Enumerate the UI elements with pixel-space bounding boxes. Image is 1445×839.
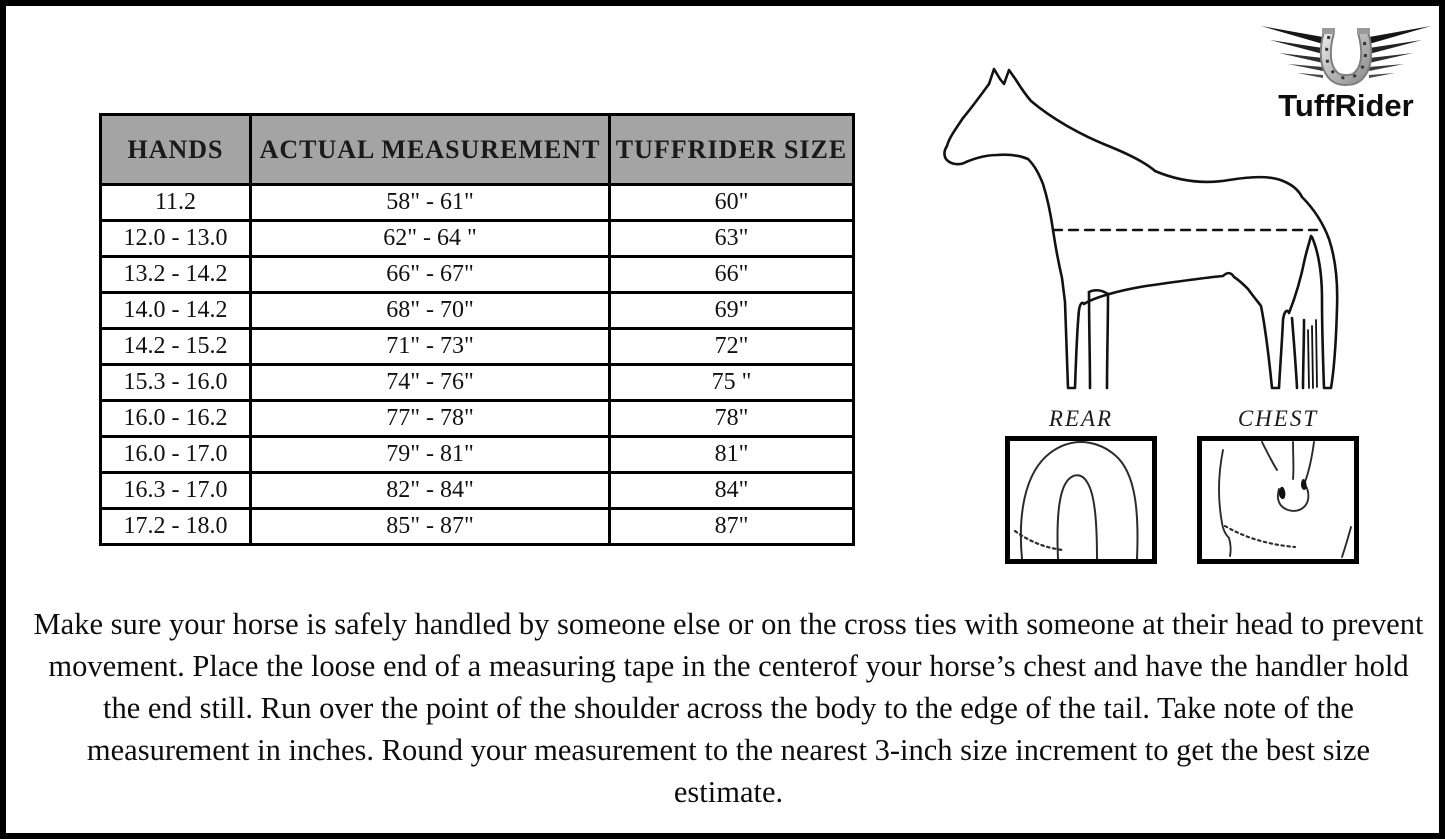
size-cell: 78" [610, 401, 854, 437]
hands-cell: 11.2 [101, 185, 251, 221]
table-row [101, 509, 854, 545]
table-row [101, 293, 854, 329]
horse-outline-illustration [931, 58, 1381, 408]
chest-diagram-box [1197, 436, 1359, 564]
size-cell: 63" [610, 221, 854, 257]
hands-cell: 14.0 - 14.2 [101, 293, 251, 329]
size-cell: 84" [610, 473, 854, 509]
table-row [101, 365, 854, 401]
measurement-cell: 71" - 73" [251, 329, 610, 365]
hands-cell: 14.2 - 15.2 [101, 329, 251, 365]
horse-rear-view-drawing [1010, 441, 1152, 559]
table-row [101, 185, 854, 221]
measurement-cell: 68" - 70" [251, 293, 610, 329]
measuring-instructions-text: Make sure your horse is safely handled by someone else or on the cross ties with someone at their head to prevent movement. Place the loose end of a measuring tape in the centerof your horse’s chest and have the handler hold the end still. Run over the point of the shoulder across the body to the edge of the tail. Take note of the measurement in inches. Round your measurement to the nearest 3-inch size increment to get the best size estimate. [33, 607, 1424, 809]
hands-cell: 12.0 - 13.0 [101, 221, 251, 257]
measurement-cell: 77" - 78" [251, 401, 610, 437]
measurement-cell: 74" - 76" [251, 365, 610, 401]
table-row [101, 437, 854, 473]
hands-cell: 16.0 - 16.2 [101, 401, 251, 437]
table-row [101, 329, 854, 365]
size-cell: 75 " [610, 365, 854, 401]
table-row [101, 473, 854, 509]
table-header-row [101, 115, 854, 185]
rear-diagram-box [1005, 436, 1157, 564]
hands-cell: 17.2 - 18.0 [101, 509, 251, 545]
size-cell: 69" [610, 293, 854, 329]
hands-cell: 16.3 - 17.0 [101, 473, 251, 509]
size-cell: 66" [610, 257, 854, 293]
size-chart-table [99, 113, 855, 546]
column-header-hands: HANDS [101, 115, 251, 185]
measurement-cell: 62" - 64 " [251, 221, 610, 257]
hands-cell: 13.2 - 14.2 [101, 257, 251, 293]
horse-chest-view-drawing [1202, 441, 1354, 559]
table-row [101, 257, 854, 293]
size-cell: 72" [610, 329, 854, 365]
chest-diagram-label: CHEST [1237, 406, 1319, 431]
size-cell: 87" [610, 509, 854, 545]
measurement-cell: 58" - 61" [251, 185, 610, 221]
table-row [101, 401, 854, 437]
size-cell: 81" [610, 437, 854, 473]
measurement-cell: 66" - 67" [251, 257, 610, 293]
table-row [101, 221, 854, 257]
measurement-cell: 79" - 81" [251, 437, 610, 473]
hands-cell: 16.0 - 17.0 [101, 437, 251, 473]
measurement-cell: 85" - 87" [251, 509, 610, 545]
size-cell: 60" [610, 185, 854, 221]
column-header-tuffrider-size: TUFFRIDER SIZE [610, 115, 854, 185]
logo-brand-text: TuffRider [1278, 88, 1414, 123]
column-header-actual-measurement: ACTUAL MEASUREMENT [251, 115, 610, 185]
measurement-cell: 82" - 84" [251, 473, 610, 509]
rear-diagram-label: REAR [1048, 406, 1114, 431]
hands-cell: 15.3 - 16.0 [101, 365, 251, 401]
